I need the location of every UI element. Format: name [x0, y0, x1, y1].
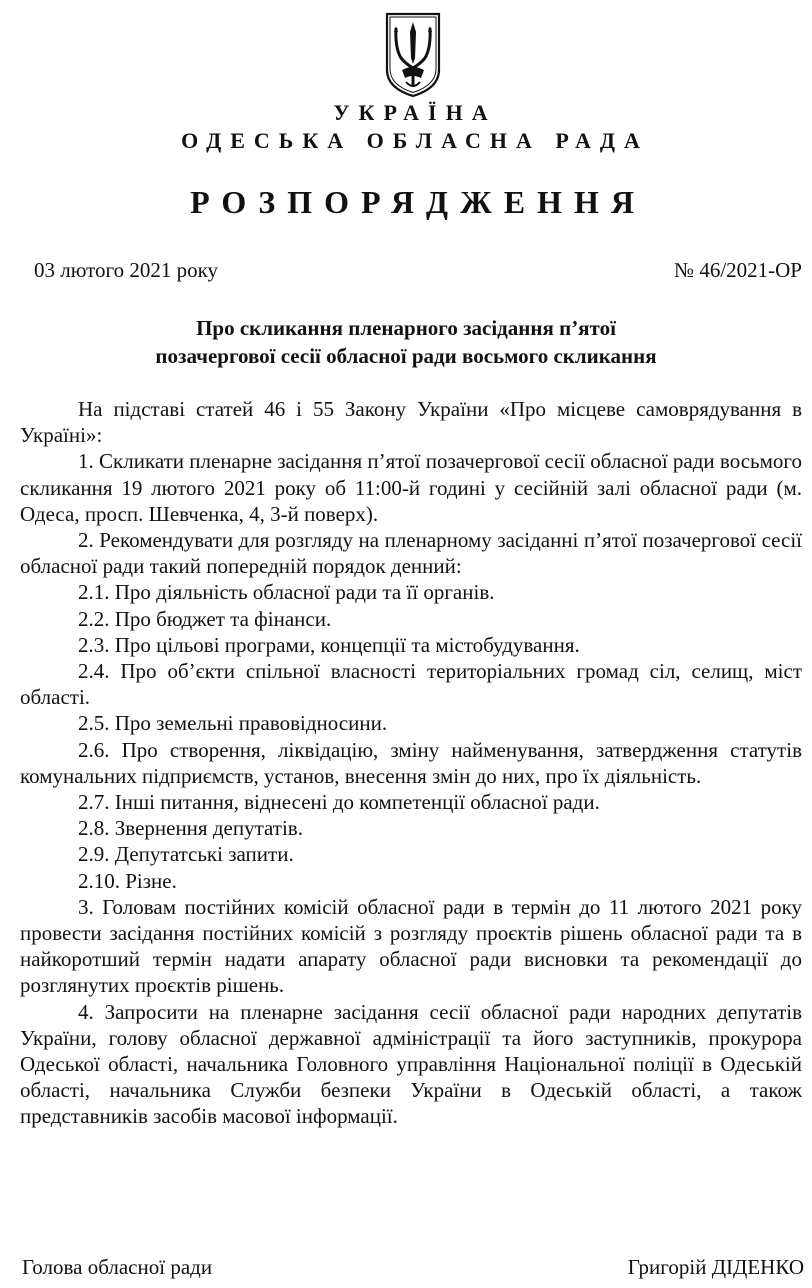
agenda-item: 2.10. Різне. [78, 868, 177, 893]
agenda-item: 2.7. Інші питання, віднесені до компетенції обласної ради. [78, 790, 600, 815]
agenda-item: 2.3. Про цільові програми, концепції та містобудування. [78, 632, 580, 657]
document-body [20, 396, 802, 1130]
agenda-item: 2.2. Про бюджет та фінанси. [78, 606, 332, 631]
header-council: ОДЕСЬКА ОБЛАСНА РАДА [181, 128, 649, 153]
point-3-paragraph: 3. Головам постійних комісій обласної ради в термін до 11 лютого 2021 року провести засідання постійних комісій з розгляду проєктів рішень обласної ради та в найкоротший термін надати апарату обласної ради висновки та рекомендації до розглянутих проєктів рішень. [20, 894, 802, 998]
trident-coat-of-arms-icon [384, 12, 442, 98]
agenda-item: 2.5. Про земельні правовідносини. [78, 711, 388, 736]
document-type-title: РОЗПОРЯДЖЕННЯ [190, 184, 646, 220]
subject-line-1: Про скликання пленарного засідання п’ятої [196, 316, 616, 340]
agenda-item: 2.1. Про діяльність обласної ради та її органів. [78, 580, 495, 605]
document-number: № 46/2021-ОР [674, 258, 802, 282]
agenda-item: 2.9. Депутатські запити. [78, 842, 294, 867]
agenda-item: 2.4. Про об’єкти спільної власності територіальних громад сіл, селищ, міст області. [20, 659, 802, 710]
signatory-name: Григорій ДІДЕНКО [627, 1255, 804, 1279]
point-2-paragraph: 2. Рекомендувати для розгляду на пленарному засіданні п’ятої позачергової сесії обласної ради такий попередній порядок денний: [20, 528, 802, 579]
point-4-paragraph: 4. Запросити на пленарне засідання сесії обласної ради народних депутатів України, голову обласної державної адміністрації та його заступників, прокурора Одеської області, начальника Головного управління Національної поліції в Одеській області, начальника Служби безпеки України в Одеській області, а також представників засобів масової інформації. [20, 999, 802, 1129]
signatory-position: Голова обласної ради [22, 1255, 213, 1279]
header-country: УКРАЇНА [333, 100, 497, 125]
document-meta [34, 258, 802, 288]
document-date: 03 лютого 2021 року [34, 258, 219, 282]
agenda-item: 2.6. Про створення, ліквідацію, зміну найменування, затвердження статутів комунальних підприємств, установ, внесення змін до них, про їх діяльність. [20, 737, 802, 788]
agenda-item: 2.8. Звернення депутатів. [78, 816, 303, 841]
preamble-paragraph: На підставі статей 46 і 55 Закону України «Про місцеве самоврядування в Україні»: [20, 397, 802, 448]
point-1-paragraph: 1. Скликати пленарне засідання п’ятої позачергової сесії обласної ради восьмого скликання 19 лютого 2021 року об 11:00-й годині у сесійній залі обласної ради (м. Одеса, просп. Шевченка, 4, 3-й поверх). [20, 449, 802, 526]
signature-block [22, 1255, 804, 1285]
subject-line-2: позачергової сесії обласної ради восьмого скликання [155, 344, 657, 368]
document-subject [0, 314, 812, 370]
